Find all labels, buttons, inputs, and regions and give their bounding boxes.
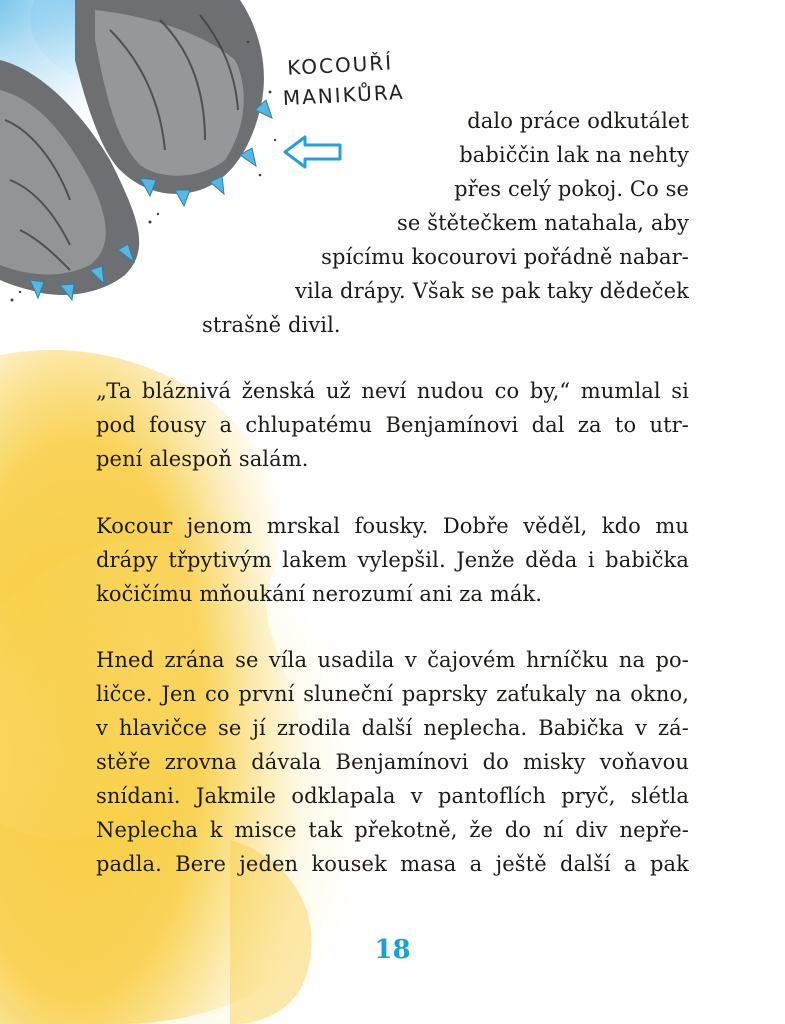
- text-line: přes celý pokoj. Co se: [454, 177, 689, 201]
- text-line: pod fousy a chlupatému Benjamínovi dal za to utr-: [96, 413, 689, 437]
- label-line-2: MANIKŮRA: [282, 79, 406, 111]
- text-line: drápy třpytivým lakem vylepšil. Jenže děda i babička: [96, 548, 689, 572]
- text-line: snídani. Jakmile odklapala v pantoflích pryč, slétla: [96, 784, 689, 808]
- text-line: stěře zrovna dávala Benjamínovi do misky voňavou: [96, 750, 689, 774]
- arrow-left-icon: [285, 137, 340, 167]
- text-line: kočičímu mňoukání nerozumí ani za mák.: [96, 582, 543, 606]
- text-line: Neplecha k misce tak překotně, že do ní div nepře-: [96, 818, 689, 842]
- label-line-1: KOCOUŘÍ: [286, 50, 394, 80]
- text-line: Kocour jenom mrskal fousky. Dobře věděl, kdo mu: [96, 514, 689, 538]
- text-line: se štětečkem natahala, aby: [397, 211, 689, 235]
- text-line: dalo práce odkutálet: [467, 109, 689, 133]
- text-line: babiččin lak na nehty: [459, 143, 689, 167]
- text-line: „Ta bláznivá ženská už neví nudou co by,“ mumlal si: [96, 379, 689, 403]
- text-line: v hlavičce se jí zrodila další neplecha. Babička v zá-: [96, 716, 689, 740]
- illustration-label: [281, 47, 406, 113]
- text-line: Hned zrána se víla usadila v čajovém hrníčku na po-: [96, 648, 689, 672]
- text-line: ličce. Jen co první sluneční paprsky zaťukaly na okno,: [96, 682, 689, 706]
- text-line: pení alespoň salám.: [96, 447, 309, 471]
- text-line: spícímu kocourovi pořádně nabar-: [321, 245, 689, 269]
- text-line: padla. Bere jeden kousek masa a ještě další a pak: [96, 852, 689, 876]
- text-line: vila drápy. Však se pak taky dědeček: [295, 279, 689, 303]
- page-number: 18: [374, 935, 411, 965]
- text-line: strašně divil.: [202, 313, 341, 337]
